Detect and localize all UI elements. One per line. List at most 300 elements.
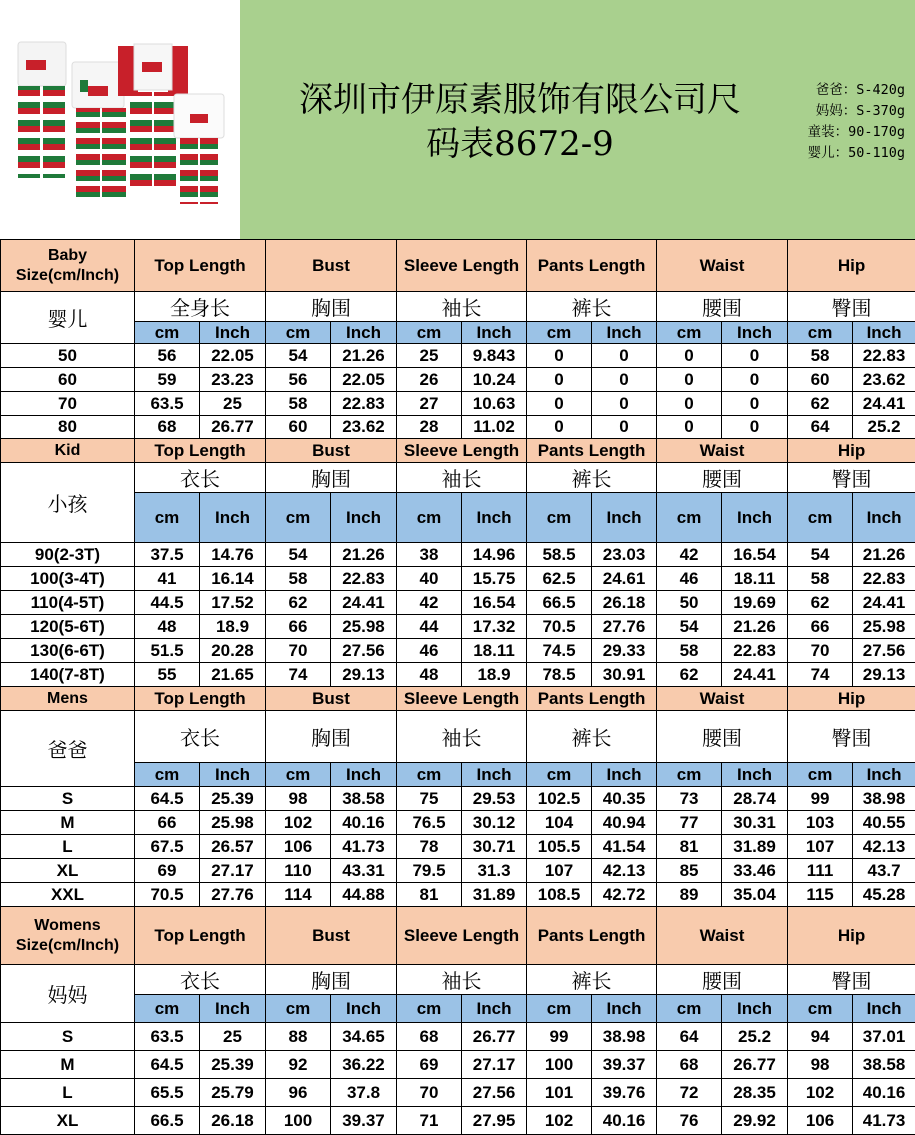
value-cell: 25.79: [200, 1079, 266, 1107]
unit-cm: cm: [397, 763, 462, 787]
unit-inch: Inch: [331, 493, 397, 543]
size-cell: 90(2-3T): [1, 543, 135, 567]
value-cell: 25.39: [200, 787, 266, 811]
unit-cm: cm: [788, 995, 853, 1023]
value-cell: 25: [200, 1023, 266, 1051]
value-cell: 44.5: [135, 591, 200, 615]
value-cell: 37.5: [135, 543, 200, 567]
value-cell: 102: [527, 1107, 592, 1135]
unit-cm: cm: [527, 763, 592, 787]
size-cell: 140(7-8T): [1, 663, 135, 687]
table-row: [1, 567, 915, 591]
column-header: Hip: [788, 687, 915, 711]
value-cell: 22.83: [331, 392, 397, 416]
value-cell: 88: [266, 1023, 331, 1051]
size-cell: M: [1, 811, 135, 835]
column-header: Sleeve Length: [397, 240, 527, 292]
unit-inch: Inch: [200, 763, 266, 787]
value-cell: 103: [788, 811, 853, 835]
value-cell: 54: [266, 543, 331, 567]
column-header: Hip: [788, 439, 915, 463]
section-header-row: [1, 687, 915, 711]
value-cell: 25.2: [853, 416, 915, 439]
value-cell: 26.77: [462, 1023, 527, 1051]
value-cell: 25: [200, 392, 266, 416]
value-cell: 20.28: [200, 639, 266, 663]
unit-cm: cm: [527, 493, 592, 543]
value-cell: 40.16: [331, 811, 397, 835]
column-header: Top Length: [135, 439, 266, 463]
value-cell: 65.5: [135, 1079, 200, 1107]
value-cell: 0: [592, 368, 657, 392]
value-cell: 24.41: [853, 591, 915, 615]
size-cell: 120(5-6T): [1, 615, 135, 639]
value-cell: 108.5: [527, 883, 592, 907]
table-row: [1, 615, 915, 639]
unit-row: [1, 763, 915, 787]
value-cell: 96: [266, 1079, 331, 1107]
value-cell: 43.7: [853, 859, 915, 883]
table-row: [1, 1107, 915, 1135]
value-cell: 38: [397, 543, 462, 567]
table-row: [1, 368, 915, 392]
value-cell: 18.11: [462, 639, 527, 663]
value-cell: 114: [266, 883, 331, 907]
value-cell: 27.95: [462, 1107, 527, 1135]
value-cell: 22.83: [853, 344, 915, 368]
value-cell: 25.98: [853, 615, 915, 639]
weight-dad: 爸爸：S-420g: [808, 80, 905, 101]
section-label-cn: 小孩: [1, 463, 135, 543]
value-cell: 29.33: [592, 639, 657, 663]
column-header-cn: 腰围: [657, 292, 788, 322]
value-cell: 37.01: [853, 1023, 915, 1051]
value-cell: 27.56: [462, 1079, 527, 1107]
value-cell: 76: [657, 1107, 722, 1135]
value-cell: 69: [135, 859, 200, 883]
product-photo: [0, 0, 240, 239]
value-cell: 78.5: [527, 663, 592, 687]
column-header: Bust: [266, 240, 397, 292]
unit-cm: cm: [657, 763, 722, 787]
unit-cm: cm: [135, 763, 200, 787]
unit-inch: Inch: [200, 322, 266, 344]
size-cell: 130(6-6T): [1, 639, 135, 663]
section-cn-header-row: [1, 463, 915, 493]
value-cell: 70: [266, 639, 331, 663]
value-cell: 59: [135, 368, 200, 392]
value-cell: 89: [657, 883, 722, 907]
table-row: [1, 344, 915, 368]
table-row: [1, 859, 915, 883]
value-cell: 21.26: [331, 344, 397, 368]
column-header: Sleeve Length: [397, 907, 527, 965]
unit-cm: cm: [397, 493, 462, 543]
size-cell: 70: [1, 392, 135, 416]
column-header-cn: 裤长: [527, 965, 657, 995]
weight-kids: 童装：90-170g: [808, 122, 905, 143]
value-cell: 38.98: [592, 1023, 657, 1051]
value-cell: 58.5: [527, 543, 592, 567]
size-cell: 60: [1, 368, 135, 392]
value-cell: 10.63: [462, 392, 527, 416]
value-cell: 66: [266, 615, 331, 639]
value-cell: 24.61: [592, 567, 657, 591]
column-header: Pants Length: [527, 907, 657, 965]
value-cell: 46: [657, 567, 722, 591]
unit-cm: cm: [527, 995, 592, 1023]
value-cell: 58: [266, 392, 331, 416]
value-cell: 0: [592, 416, 657, 439]
size-cell: XL: [1, 1107, 135, 1135]
value-cell: 38.98: [853, 787, 915, 811]
value-cell: 0: [527, 392, 592, 416]
section-label: Kid: [1, 439, 135, 463]
value-cell: 29.13: [853, 663, 915, 687]
section-label: Baby Size(cm/Inch): [1, 240, 135, 292]
value-cell: 25.98: [200, 811, 266, 835]
unit-cm: cm: [657, 322, 722, 344]
value-cell: 41.54: [592, 835, 657, 859]
value-cell: 25.39: [200, 1051, 266, 1079]
column-header: Waist: [657, 240, 788, 292]
unit-cm: cm: [657, 995, 722, 1023]
value-cell: 70.5: [527, 615, 592, 639]
value-cell: 75: [397, 787, 462, 811]
size-cell: S: [1, 1023, 135, 1051]
value-cell: 56: [266, 368, 331, 392]
column-header-cn: 腰围: [657, 965, 788, 995]
value-cell: 19.69: [722, 591, 788, 615]
value-cell: 33.46: [722, 859, 788, 883]
value-cell: 42.13: [853, 835, 915, 859]
value-cell: 17.52: [200, 591, 266, 615]
column-header: Pants Length: [527, 439, 657, 463]
value-cell: 25: [397, 344, 462, 368]
value-cell: 62: [266, 591, 331, 615]
value-cell: 58: [657, 639, 722, 663]
size-cell: XL: [1, 859, 135, 883]
document-title: [270, 78, 770, 166]
value-cell: 40.94: [592, 811, 657, 835]
value-cell: 50: [657, 591, 722, 615]
unit-inch: Inch: [200, 493, 266, 543]
value-cell: 45.28: [853, 883, 915, 907]
value-cell: 21.26: [331, 543, 397, 567]
value-cell: 23.23: [200, 368, 266, 392]
value-cell: 42: [657, 543, 722, 567]
unit-inch: Inch: [853, 995, 915, 1023]
section-header-row: [1, 907, 915, 965]
value-cell: 74: [788, 663, 853, 687]
table-row: [1, 639, 915, 663]
value-cell: 0: [527, 368, 592, 392]
value-cell: 0: [527, 344, 592, 368]
value-cell: 106: [788, 1107, 853, 1135]
value-cell: 25.98: [331, 615, 397, 639]
value-cell: 18.11: [722, 567, 788, 591]
value-cell: 64.5: [135, 787, 200, 811]
table-row: [1, 787, 915, 811]
value-cell: 107: [527, 859, 592, 883]
value-cell: 85: [657, 859, 722, 883]
value-cell: 0: [657, 392, 722, 416]
unit-inch: Inch: [331, 322, 397, 344]
section-label: Mens: [1, 687, 135, 711]
value-cell: 0: [722, 368, 788, 392]
value-cell: 40.35: [592, 787, 657, 811]
table-row: [1, 591, 915, 615]
column-header-cn: 胸围: [266, 292, 397, 322]
value-cell: 69: [397, 1051, 462, 1079]
value-cell: 25.2: [722, 1023, 788, 1051]
value-cell: 15.75: [462, 567, 527, 591]
value-cell: 10.24: [462, 368, 527, 392]
value-cell: 27.17: [200, 859, 266, 883]
column-header-cn: 臀围: [788, 965, 915, 995]
value-cell: 54: [266, 344, 331, 368]
column-header-cn: 衣长: [135, 711, 266, 763]
section-header-row: [1, 240, 915, 292]
table-row: [1, 811, 915, 835]
unit-row: [1, 493, 915, 543]
column-header-cn: 臀围: [788, 711, 915, 763]
title-line-1: 深圳市伊原素服饰有限公司尺: [270, 78, 770, 122]
value-cell: 62: [788, 591, 853, 615]
unit-cm: cm: [657, 493, 722, 543]
column-header-cn: 袖长: [397, 463, 527, 493]
value-cell: 72: [657, 1079, 722, 1107]
value-cell: 64.5: [135, 1051, 200, 1079]
column-header-cn: 裤长: [527, 463, 657, 493]
value-cell: 66: [788, 615, 853, 639]
column-header-cn: 胸围: [266, 463, 397, 493]
package-weights: [808, 80, 905, 164]
column-header: Top Length: [135, 240, 266, 292]
value-cell: 46: [397, 639, 462, 663]
value-cell: 94: [788, 1023, 853, 1051]
unit-inch: Inch: [331, 763, 397, 787]
value-cell: 34.65: [331, 1023, 397, 1051]
unit-cm: cm: [788, 493, 853, 543]
column-header-cn: 全身长: [135, 292, 266, 322]
column-header: Bust: [266, 687, 397, 711]
value-cell: 27.76: [200, 883, 266, 907]
value-cell: 16.54: [462, 591, 527, 615]
value-cell: 22.83: [853, 567, 915, 591]
value-cell: 24.41: [331, 591, 397, 615]
column-header-cn: 裤长: [527, 292, 657, 322]
value-cell: 60: [266, 416, 331, 439]
value-cell: 0: [722, 344, 788, 368]
column-header: Pants Length: [527, 687, 657, 711]
unit-inch: Inch: [462, 995, 527, 1023]
section-label-cn: 妈妈: [1, 965, 135, 1023]
value-cell: 0: [592, 344, 657, 368]
value-cell: 106: [266, 835, 331, 859]
value-cell: 26.57: [200, 835, 266, 859]
value-cell: 24.41: [853, 392, 915, 416]
value-cell: 14.96: [462, 543, 527, 567]
unit-inch: Inch: [853, 763, 915, 787]
column-header-cn: 衣长: [135, 463, 266, 493]
value-cell: 27.17: [462, 1051, 527, 1079]
value-cell: 40.16: [592, 1107, 657, 1135]
unit-row: [1, 322, 915, 344]
value-cell: 63.5: [135, 392, 200, 416]
value-cell: 56: [135, 344, 200, 368]
unit-cm: cm: [788, 763, 853, 787]
value-cell: 38.58: [331, 787, 397, 811]
value-cell: 27.56: [331, 639, 397, 663]
section-cn-header-row: [1, 965, 915, 995]
value-cell: 40.55: [853, 811, 915, 835]
column-header-cn: 臀围: [788, 463, 915, 493]
value-cell: 35.04: [722, 883, 788, 907]
column-header: Hip: [788, 240, 915, 292]
value-cell: 0: [657, 344, 722, 368]
unit-inch: Inch: [462, 322, 527, 344]
value-cell: 21.65: [200, 663, 266, 687]
section-label: Womens Size(cm/Inch): [1, 907, 135, 965]
column-header-cn: 腰围: [657, 711, 788, 763]
value-cell: 0: [527, 416, 592, 439]
value-cell: 21.26: [722, 615, 788, 639]
value-cell: 22.83: [722, 639, 788, 663]
value-cell: 73: [657, 787, 722, 811]
value-cell: 78: [397, 835, 462, 859]
value-cell: 27.56: [853, 639, 915, 663]
size-cell: L: [1, 1079, 135, 1107]
value-cell: 51.5: [135, 639, 200, 663]
size-cell: M: [1, 1051, 135, 1079]
value-cell: 0: [592, 392, 657, 416]
value-cell: 31.89: [462, 883, 527, 907]
header: [0, 0, 915, 239]
value-cell: 81: [397, 883, 462, 907]
column-header-cn: 袖长: [397, 292, 527, 322]
column-header: Sleeve Length: [397, 687, 527, 711]
value-cell: 74: [266, 663, 331, 687]
value-cell: 18.9: [462, 663, 527, 687]
value-cell: 26.18: [200, 1107, 266, 1135]
value-cell: 18.9: [200, 615, 266, 639]
weight-baby: 婴儿：50-110g: [808, 143, 905, 164]
value-cell: 40.16: [853, 1079, 915, 1107]
section-cn-header-row: [1, 711, 915, 763]
size-chart-table: [0, 239, 915, 1135]
value-cell: 23.62: [853, 368, 915, 392]
value-cell: 42.72: [592, 883, 657, 907]
value-cell: 21.26: [853, 543, 915, 567]
value-cell: 40: [397, 567, 462, 591]
unit-cm: cm: [788, 322, 853, 344]
value-cell: 9.843: [462, 344, 527, 368]
column-header-cn: 臀围: [788, 292, 915, 322]
value-cell: 92: [266, 1051, 331, 1079]
value-cell: 29.13: [331, 663, 397, 687]
value-cell: 58: [266, 567, 331, 591]
unit-cm: cm: [527, 322, 592, 344]
value-cell: 44: [397, 615, 462, 639]
unit-inch: Inch: [722, 763, 788, 787]
column-header: Top Length: [135, 907, 266, 965]
value-cell: 68: [135, 416, 200, 439]
table-row: [1, 392, 915, 416]
table-row: [1, 1023, 915, 1051]
value-cell: 0: [722, 416, 788, 439]
value-cell: 24.41: [722, 663, 788, 687]
value-cell: 58: [788, 344, 853, 368]
value-cell: 41.73: [331, 835, 397, 859]
section-header-row: [1, 439, 915, 463]
unit-cm: cm: [135, 493, 200, 543]
value-cell: 102.5: [527, 787, 592, 811]
value-cell: 23.03: [592, 543, 657, 567]
value-cell: 30.71: [462, 835, 527, 859]
title-line-2: 码表8672-9: [270, 122, 770, 166]
unit-cm: cm: [135, 995, 200, 1023]
table-row: [1, 883, 915, 907]
unit-row: [1, 995, 915, 1023]
value-cell: 41: [135, 567, 200, 591]
value-cell: 64: [788, 416, 853, 439]
column-header: Waist: [657, 907, 788, 965]
value-cell: 11.02: [462, 416, 527, 439]
value-cell: 62: [657, 663, 722, 687]
column-header: Pants Length: [527, 240, 657, 292]
unit-inch: Inch: [722, 322, 788, 344]
unit-cm: cm: [266, 995, 331, 1023]
value-cell: 26.77: [200, 416, 266, 439]
value-cell: 22.05: [331, 368, 397, 392]
unit-inch: Inch: [853, 493, 915, 543]
value-cell: 77: [657, 811, 722, 835]
unit-inch: Inch: [462, 493, 527, 543]
value-cell: 81: [657, 835, 722, 859]
unit-inch: Inch: [722, 995, 788, 1023]
value-cell: 17.32: [462, 615, 527, 639]
value-cell: 14.76: [200, 543, 266, 567]
value-cell: 105.5: [527, 835, 592, 859]
section-cn-header-row: [1, 292, 915, 322]
value-cell: 30.91: [592, 663, 657, 687]
value-cell: 54: [657, 615, 722, 639]
value-cell: 0: [657, 416, 722, 439]
column-header-cn: 裤长: [527, 711, 657, 763]
column-header-cn: 腰围: [657, 463, 788, 493]
column-header-cn: 胸围: [266, 965, 397, 995]
section-label-cn: 爸爸: [1, 711, 135, 787]
value-cell: 66: [135, 811, 200, 835]
unit-cm: cm: [397, 322, 462, 344]
value-cell: 107: [788, 835, 853, 859]
table-row: [1, 835, 915, 859]
value-cell: 29.53: [462, 787, 527, 811]
column-header-cn: 衣长: [135, 965, 266, 995]
size-cell: XXL: [1, 883, 135, 907]
unit-inch: Inch: [331, 995, 397, 1023]
value-cell: 0: [657, 368, 722, 392]
value-cell: 16.14: [200, 567, 266, 591]
value-cell: 100: [527, 1051, 592, 1079]
value-cell: 68: [657, 1051, 722, 1079]
value-cell: 98: [266, 787, 331, 811]
value-cell: 42: [397, 591, 462, 615]
value-cell: 27.76: [592, 615, 657, 639]
value-cell: 39.37: [592, 1051, 657, 1079]
column-header: Hip: [788, 907, 915, 965]
